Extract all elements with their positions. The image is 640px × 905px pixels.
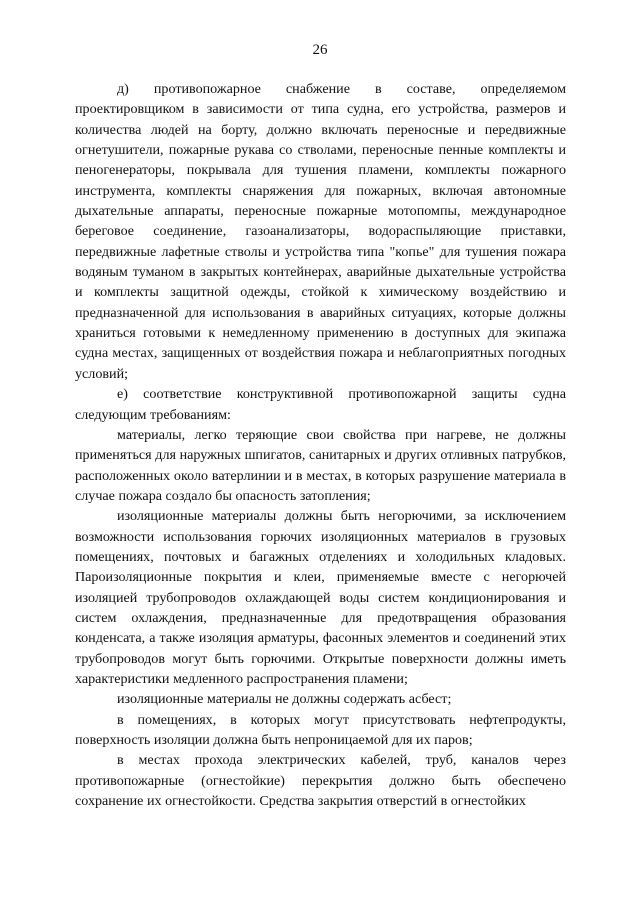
paragraph-insulation-noncombustible: изоляционные материалы должны быть негорючими, за исключением возможности использования горючих изоляционных материалов в грузовых помещениях, почтовых и багажных отделениях и холодильных кладовых. Пароизоляционные покрытия и клеи, применяемые вместе с негорючей изоляцией трубопроводов охлаждающей воды систем кондиционирования и систем охлаждения, предназначенные для предотвращения образования конденсата, а также изоляция арматуры, фасонных элементов и соединений этих трубопроводов могут быть горючими. Открытые поверхности должны иметь характеристики медленного распространения пламени; [75, 508, 566, 687]
paragraph-structural-protection: е) соответствие конструктивной противопожарной защиты судна следующим требованиям: [75, 386, 566, 423]
paragraph-fire-equipment: д) противопожарное снабжение в составе, определяемом проектировщиком в зависимости от типа судна, его устройства, размеров и количества людей на борту, должно включать переносные и передвижные огнетушители, пожарные рукава со стволами, переносные пенные комплекты и пеногенераторы, покрывала для тушения пламени, комплекты пожарного инструмента, комплекты снаряжения для пожарных, включая автономные дыхательные аппараты, переносные пожарные мотопомпы, международное береговое соединение, газоанализаторы, водораспыляющие приставки, передвижные лафетные стволы и устройства типа "копье" для тушения пожара водяным туманом в закрытых контейнерах, аварийные дыхательные устройства и комплекты защитной одежды, стойкой к химическому воздействию и предназначенной для использования в аварийных ситуациях, которые должны храниться готовыми к немедленному применению в доступных для экипажа судна местах, защищенных от воздействия пожара и неблагоприятных погодных условий; [75, 81, 566, 382]
paragraph-no-asbestos: изоляционные материалы не должны содержать асбест; [117, 691, 452, 708]
page-body [75, 79, 566, 811]
paragraph-penetrations: в местах прохода электрических кабелей, труб, каналов через противопожарные (огнестойкие) перекрытия должно быть обеспечено сохранение их огнестойкости. Средства закрытия отверстий в огнестойких [75, 752, 566, 810]
paragraph-heat-sensitive-materials: материалы, легко теряющие свои свойства при нагреве, не должны применяться для наружных шпигатов, санитарных и других отливных патрубков, расположенных около ватерлинии и в местах, в которых разрушение материала в случае пожара создало бы опасность затопления; [75, 426, 566, 504]
page-number: 26 [312, 42, 328, 58]
paragraph-oil-vapour-barrier: в помещениях, в которых могут присутствовать нефтепродукты, поверхность изоляции должна быть непроницаемой для их паров; [75, 711, 566, 748]
